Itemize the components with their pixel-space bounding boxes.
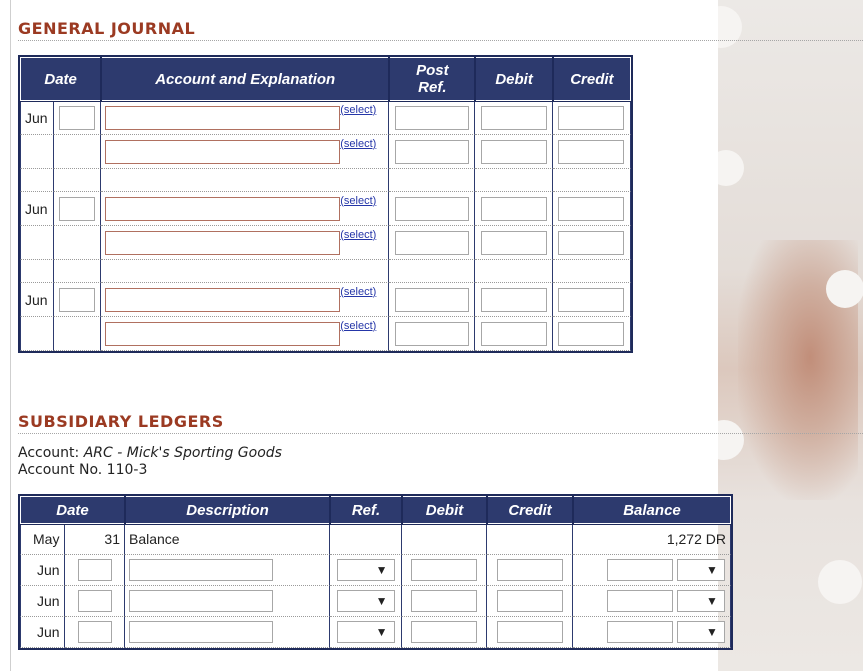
- ledger-row: [20, 586, 731, 617]
- credit-input[interactable]: [558, 288, 624, 312]
- journal-entry-row: [20, 317, 631, 351]
- debit-input[interactable]: [481, 106, 547, 130]
- ledger-balance-input[interactable]: [607, 559, 673, 581]
- ledger-debit-input[interactable]: [411, 590, 477, 612]
- account-number: Account No. 110-3: [18, 462, 148, 478]
- ledger-row: [20, 555, 731, 586]
- debit-input[interactable]: [481, 231, 547, 255]
- balance-type-select[interactable]: [677, 590, 725, 612]
- balance-type-select[interactable]: [677, 621, 725, 643]
- ledger-debit-input[interactable]: [411, 621, 477, 643]
- ledger-credit-input[interactable]: [497, 621, 563, 643]
- gj-header-debit: Debit: [475, 57, 552, 101]
- ledger-debit-input[interactable]: [411, 559, 477, 581]
- ledger-credit-input[interactable]: [497, 590, 563, 612]
- entry-month: Jun: [20, 283, 54, 317]
- ledger-month: Jun: [20, 617, 65, 648]
- account-input[interactable]: [105, 322, 340, 346]
- subsidiary-ledger-table: [18, 494, 733, 650]
- sl-header-description: Description: [125, 496, 330, 524]
- account-input[interactable]: [105, 231, 340, 255]
- gj-header-post-ref: [389, 57, 475, 101]
- ledger-opening-row: [20, 524, 731, 555]
- select-account-link[interactable]: (select): [340, 103, 377, 116]
- left-margin-rule: [10, 0, 11, 671]
- entry-month: Jun: [20, 101, 54, 135]
- debit-input[interactable]: [481, 288, 547, 312]
- post-ref-input[interactable]: [395, 140, 469, 164]
- chevron-down-icon: ▼: [375, 594, 388, 608]
- sl-header-debit: Debit: [402, 496, 487, 524]
- general-journal-title: GENERAL JOURNAL: [18, 19, 863, 41]
- debit-input[interactable]: [481, 140, 547, 164]
- select-account-link[interactable]: (select): [340, 319, 377, 332]
- post-ref-input[interactable]: [395, 197, 469, 221]
- chevron-down-icon: ▼: [706, 563, 718, 577]
- account-input[interactable]: [105, 288, 340, 312]
- ledger-description-input[interactable]: [129, 621, 273, 643]
- post-ref-input[interactable]: [395, 288, 469, 312]
- ledger-day-input[interactable]: [78, 621, 112, 643]
- credit-input[interactable]: [558, 197, 624, 221]
- account-label: Account:: [18, 445, 84, 461]
- ledger-description: Balance: [125, 524, 330, 555]
- entry-day-input[interactable]: [59, 106, 95, 130]
- journal-entry-row: [20, 101, 631, 135]
- ledger-day-input[interactable]: [78, 559, 112, 581]
- journal-entry-row: [20, 283, 631, 317]
- account-name: ARC - Mick's Sporting Goods: [83, 445, 282, 461]
- debit-input[interactable]: [481, 197, 547, 221]
- chevron-down-icon: ▼: [706, 625, 718, 639]
- chevron-down-icon: ▼: [375, 625, 388, 639]
- ledger-credit-input[interactable]: [497, 559, 563, 581]
- credit-input[interactable]: [558, 231, 624, 255]
- journal-entry-row: [20, 135, 631, 169]
- sl-header-ref: Ref.: [330, 496, 402, 524]
- balance-type-select[interactable]: [677, 559, 725, 581]
- gj-header-credit: Credit: [553, 57, 631, 101]
- account-input[interactable]: [105, 106, 340, 130]
- select-account-link[interactable]: (select): [340, 285, 377, 298]
- account-name-line: [18, 445, 282, 461]
- credit-input[interactable]: [558, 322, 624, 346]
- debit-input[interactable]: [481, 322, 547, 346]
- select-account-link[interactable]: (select): [340, 137, 377, 150]
- select-account-link[interactable]: (select): [340, 194, 377, 207]
- ledger-description-input[interactable]: [129, 590, 273, 612]
- ledger-month: Jun: [20, 555, 65, 586]
- entry-day-input[interactable]: [59, 288, 95, 312]
- select-account-link[interactable]: (select): [340, 228, 377, 241]
- ledger-row: [20, 617, 731, 648]
- entry-month: Jun: [20, 192, 54, 226]
- credit-input[interactable]: [558, 106, 624, 130]
- ledger-day: 31: [65, 524, 125, 555]
- chevron-down-icon: ▼: [706, 594, 718, 608]
- journal-entry-row: [20, 192, 631, 226]
- ref-select[interactable]: [337, 621, 395, 643]
- gj-header-date: Date: [20, 57, 101, 101]
- sl-header-date: Date: [20, 496, 125, 524]
- ledger-description-input[interactable]: [129, 559, 273, 581]
- sl-header-credit: Credit: [487, 496, 573, 524]
- credit-input[interactable]: [558, 140, 624, 164]
- post-ref-input[interactable]: [395, 231, 469, 255]
- puzzle-background: [718, 0, 863, 671]
- ledger-month: May: [20, 524, 65, 555]
- account-input[interactable]: [105, 140, 340, 164]
- general-journal-table: [18, 55, 633, 353]
- post-ref-input[interactable]: [395, 106, 469, 130]
- gj-header-account: Account and Explanation: [101, 57, 389, 101]
- ledger-balance-input[interactable]: [607, 590, 673, 612]
- entry-day-input[interactable]: [59, 197, 95, 221]
- journal-entry-row: [20, 226, 631, 260]
- sl-header-balance: Balance: [573, 496, 731, 524]
- ledger-day-input[interactable]: [78, 590, 112, 612]
- subsidiary-ledgers-title: SUBSIDIARY LEDGERS: [18, 412, 863, 434]
- gj-header-post-ref-line1: Post: [416, 62, 449, 79]
- ledger-balance-input[interactable]: [607, 621, 673, 643]
- ref-select[interactable]: [337, 559, 395, 581]
- ledger-month: Jun: [20, 586, 65, 617]
- ledger-balance: 1,272 DR: [573, 524, 731, 555]
- gj-header-post-ref-line2: Ref.: [418, 79, 447, 96]
- chevron-down-icon: ▼: [375, 563, 388, 577]
- post-ref-input[interactable]: [395, 322, 469, 346]
- ref-select[interactable]: [337, 590, 395, 612]
- account-input[interactable]: [105, 197, 340, 221]
